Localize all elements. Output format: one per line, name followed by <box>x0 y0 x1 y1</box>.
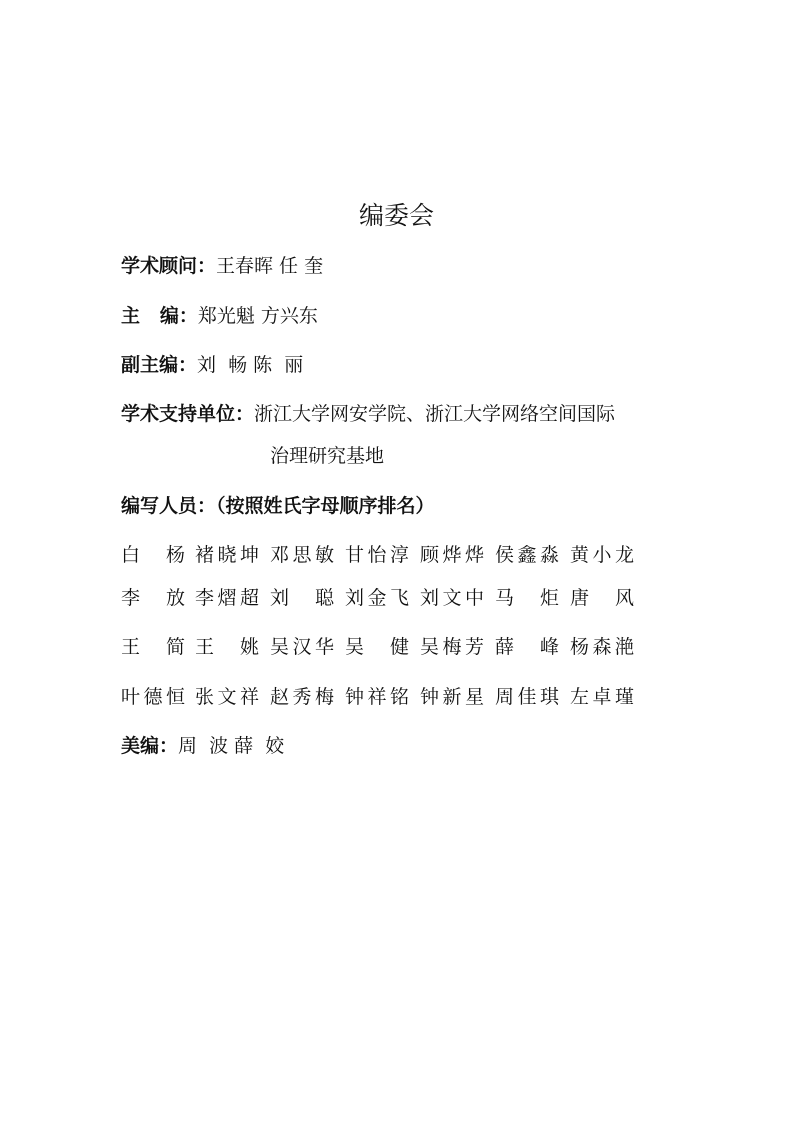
editor-label: 主 编： <box>121 305 198 327</box>
writer-name: 钟祥铭 <box>345 686 409 708</box>
writer-name: 黄小龙 <box>570 544 634 566</box>
support-value-line2: 治理研究基地 <box>270 445 385 467</box>
writers-label: 编写人员：（按照姓氏字母顺序排名） <box>121 495 435 517</box>
advisors-line <box>121 252 323 280</box>
writer-name: 甘怡淳 <box>345 544 409 566</box>
page-title: 编委会 <box>358 201 434 230</box>
writer-name: 吴 健 <box>345 636 409 658</box>
writer-name: 白 杨 <box>121 544 185 566</box>
deputy-editor-line <box>121 351 303 379</box>
writer-name: 唐 风 <box>570 587 634 609</box>
writer-name: 薛 峰 <box>495 636 559 658</box>
support-line <box>121 400 615 428</box>
writer-name: 左卓瑾 <box>570 686 634 708</box>
deputy-editor-value: 刘 畅 陈 丽 <box>197 354 304 376</box>
writer-name: 杨森滟 <box>570 636 634 658</box>
writer-name: 顾烨烨 <box>420 544 484 566</box>
editor-value: 郑光魁 方兴东 <box>197 305 318 327</box>
writer-name: 邓思敏 <box>270 544 334 566</box>
writer-name: 侯鑫淼 <box>495 544 559 566</box>
writer-name: 褚晓坤 <box>195 544 259 566</box>
writer-name: 马 炬 <box>495 587 559 609</box>
art-editor-line <box>121 732 284 760</box>
writer-name: 王 简 <box>121 636 185 658</box>
writer-name: 刘 聪 <box>270 587 334 609</box>
writers-heading <box>121 492 435 520</box>
advisors-value: 王春晖 任 奎 <box>216 255 324 277</box>
writer-name: 刘金飞 <box>345 587 409 609</box>
writer-name: 叶德恒 <box>121 686 185 708</box>
art-editor-label: 美编： <box>121 735 179 757</box>
writer-name: 李熠超 <box>195 587 259 609</box>
editor-line <box>121 302 318 330</box>
deputy-editor-label: 副主编： <box>121 354 198 376</box>
writer-name: 李 放 <box>121 587 185 609</box>
support-value-line1: 浙江大学网安学院、浙江大学网络空间国际 <box>254 403 616 425</box>
writer-name: 周佳琪 <box>495 686 559 708</box>
writer-name: 吴梅芳 <box>420 636 484 658</box>
support-label: 学术支持单位： <box>121 403 255 425</box>
writer-name: 赵秀梅 <box>270 686 334 708</box>
advisors-label: 学术顾问： <box>121 255 217 277</box>
writer-name: 吴汉华 <box>270 636 334 658</box>
writer-name: 钟新星 <box>420 686 484 708</box>
art-editor-value: 周 波 薛 姣 <box>178 735 285 757</box>
writer-name: 张文祥 <box>195 686 259 708</box>
support-line-2 <box>270 442 384 470</box>
writer-name: 王 姚 <box>195 636 259 658</box>
writer-name: 刘文中 <box>420 587 484 609</box>
